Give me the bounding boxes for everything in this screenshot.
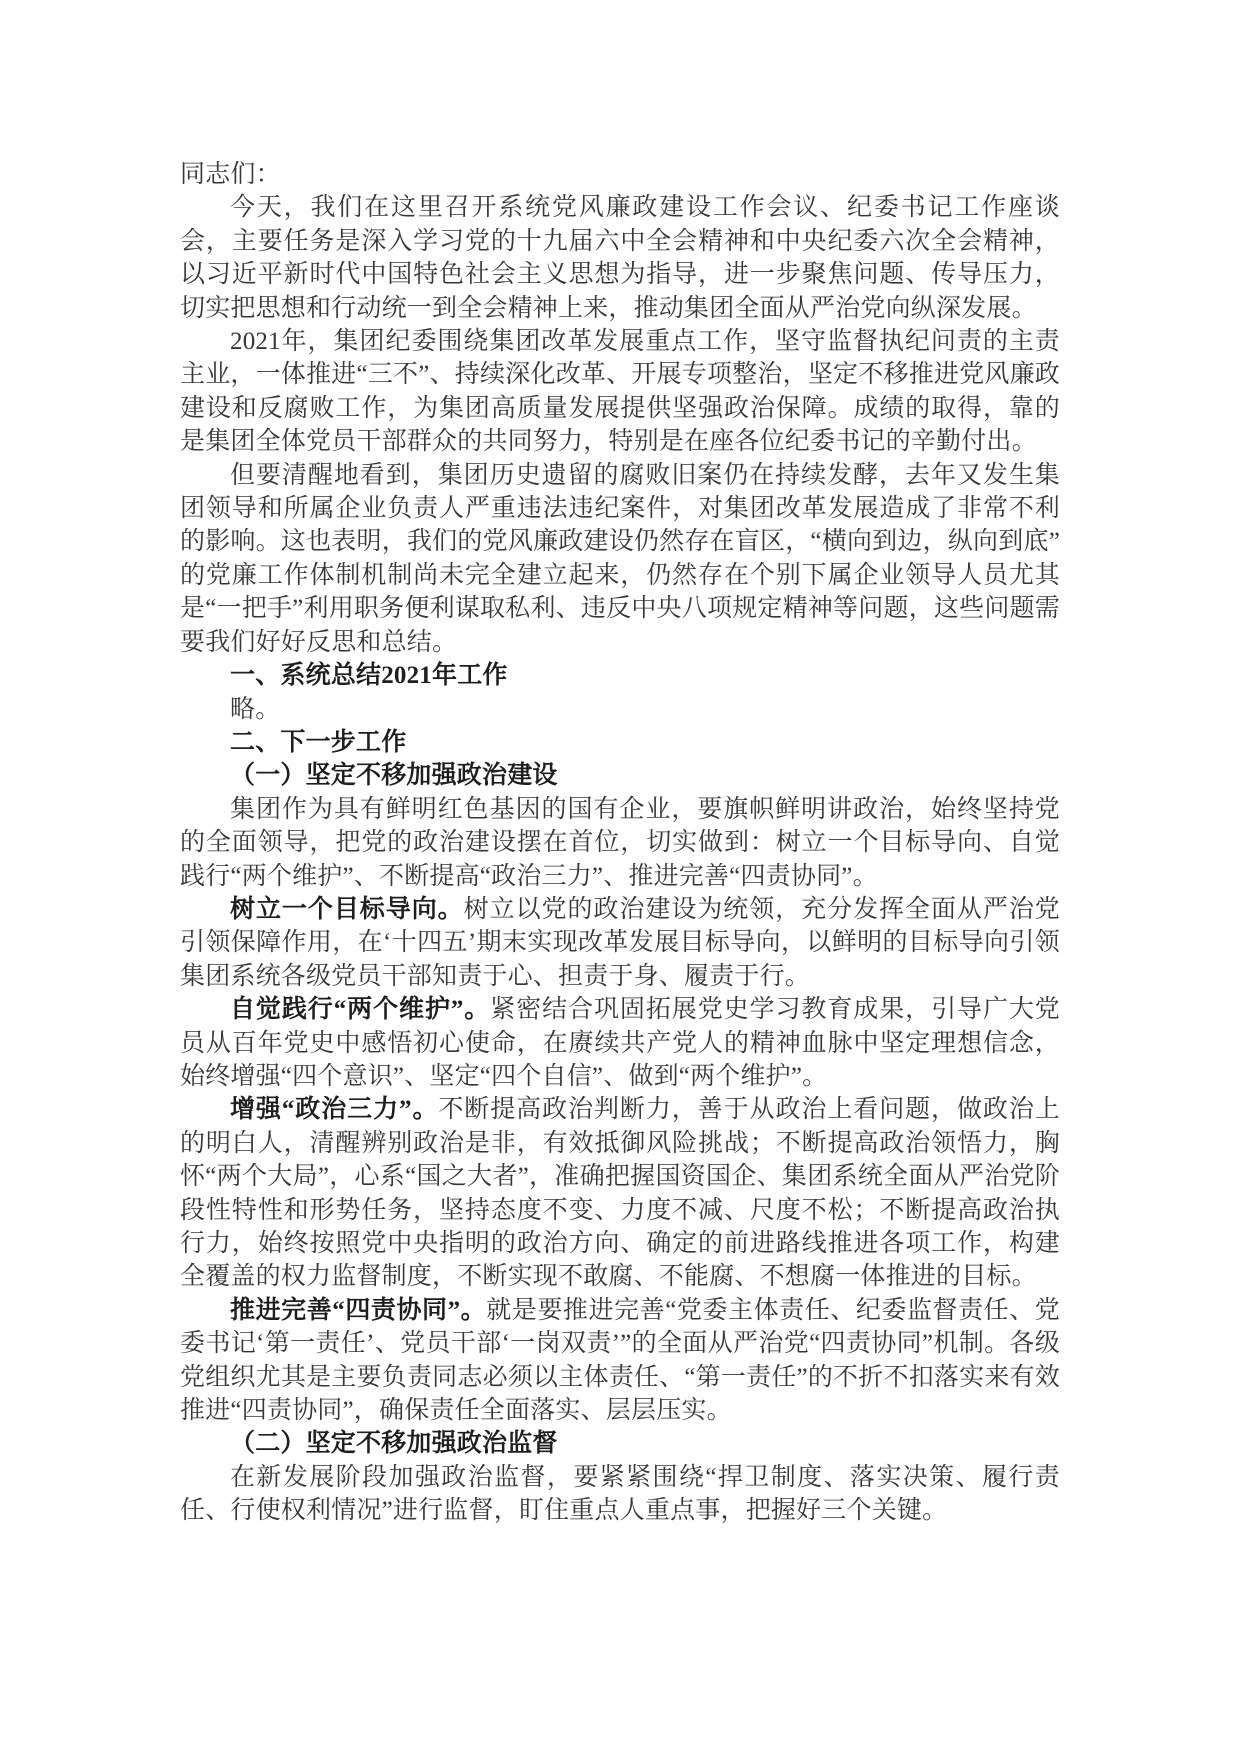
- text-run: 集团作为具有鲜明红色基因的国有企业，要旗帜鲜明讲政治，始终坚持党的全面领导，把党的政治建设摆在首位，切实做到：树立一个目标导向、自觉践行“两个维护”、不断提高“政治三力”、推进完善“四责协同”。: [180, 795, 1060, 890]
- bold-text-run: 树立一个目标导向。: [230, 895, 464, 923]
- salutation-line: [180, 158, 1060, 191]
- bold-text-run: 推进完善“四责协同”。: [230, 1296, 487, 1324]
- text-run: 但要清醒地看到，集团历史遗留的腐败旧案仍在持续发酵，去年又发生集团领导和所属企业负责人严重违法违纪案件，对集团改革发展造成了非常不利的影响。这也表明，我们的党风廉政建设仍然存在盲区，“横向到边，纵向到底”的党廉工作体制机制尚未完全建立起来，仍然存在个别下属企业领导人员尤其是“一把手”利用职务便利谋取私利、违反中央八项规定精神等问题，这些问题需要我们好好反思和总结。: [180, 461, 1060, 656]
- text-run: 就是要推进完善“党委主体责任、纪委监督责任、党委书记‘第一责任’、党员干部‘一岗双责’”的全面从严治党“四责协同”机制。各级党组织尤其是主要负责同志必须以主体责任、“第一责任”的不折不扣落实来有效推进“四责协同”，确保责任全面落实、层层压实。: [180, 1296, 1060, 1425]
- paragraph: [180, 191, 1060, 325]
- text-run: 紧密结合巩固拓展党史学习教育成果，引导广大党员从百年党史中感悟初心使命，在赓续共产党人的精神血脉中坚定理想信念，始终增强“四个意识”、坚定“四个自信”、做到“两个维护”。: [180, 996, 1061, 1090]
- paragraph: [180, 1461, 1060, 1528]
- text-run: 在新发展阶段加强政治监督，要紧紧围绕“捍卫制度、落实决策、履行责任、行使权利情况”进行监督，盯住重点人重点事，把握好三个关键。: [180, 1463, 1060, 1525]
- document-body: [180, 158, 1060, 1528]
- bold-text-run: （一）坚定不移加强政治建设: [230, 762, 558, 790]
- heading: [180, 659, 1060, 692]
- text-run: 今天，我们在这里召开系统党风廉政建设工作会议、纪委书记工作座谈会，主要任务是深入学习党的十九届六中全会精神和中央纪委六次全会精神，以习近平新时代中国特色社会主义思想为指导，进一步聚焦问题、传导压力，切实把思想和行动统一到全会精神上来，推动集团全面从严治党向纵深发展。: [180, 194, 1060, 322]
- bold-text-run: 增强“政治三力”。: [230, 1096, 439, 1124]
- paragraph: [180, 1294, 1060, 1428]
- paragraph: [180, 1093, 1060, 1293]
- heading: [180, 726, 1060, 759]
- paragraph: [180, 325, 1060, 459]
- heading: [180, 1427, 1060, 1460]
- paragraph: [180, 459, 1060, 659]
- text-run: 同志们：: [180, 161, 281, 188]
- paragraph: [180, 693, 1060, 726]
- paragraph: [180, 993, 1060, 1093]
- text-run: 略。: [230, 695, 281, 723]
- heading: [180, 759, 1060, 792]
- paragraph: [180, 793, 1060, 893]
- bold-text-run: 二、下一步工作: [230, 728, 407, 756]
- bold-text-run: 一、系统总结2021年工作: [230, 662, 508, 690]
- text-run: 不断提高政治判断力，善于从政治上看问题，做政治上的明白人，清醒辨别政治是非，有效抵御风险挑战；不断提高政治领悟力，胸怀“两个大局”，心系“国之大者”，准确把握国资国企、集团系统全面从严治党阶段性特性和形势任务，坚持态度不变、力度不减、尺度不松；不断提高政治执行力，始终按照党中央指明的政治方向、确定的前进路线推进各项工作，构建全覆盖的权力监督制度，不断实现不敢腐、不能腐、不想腐一体推进的目标。: [180, 1096, 1060, 1291]
- bold-text-run: 自觉践行“两个维护”。: [230, 996, 491, 1024]
- text-run: 2021年，集团纪委围绕集团改革发展重点工作，坚守监督执纪问责的主责主业，一体推进“三不”、持续深化改革、开展专项整治，坚定不移推进党风廉政建设和反腐败工作，为集团高质量发展提供坚强政治保障。成绩的取得，靠的是集团全体党员干部群众的共同努力，特别是在座各位纪委书记的辛勤付出。: [180, 328, 1060, 456]
- bold-text-run: （二）坚定不移加强政治监督: [230, 1430, 558, 1458]
- paragraph: [180, 893, 1060, 993]
- text-run: 树立以党的政治建设为统领，充分发挥全面从严治党引领保障作用，在‘十四五’期末实现改革发展目标导向，以鲜明的目标导向引领集团系统各级党员干部知责于心、担责于身、履责于行。: [180, 895, 1060, 990]
